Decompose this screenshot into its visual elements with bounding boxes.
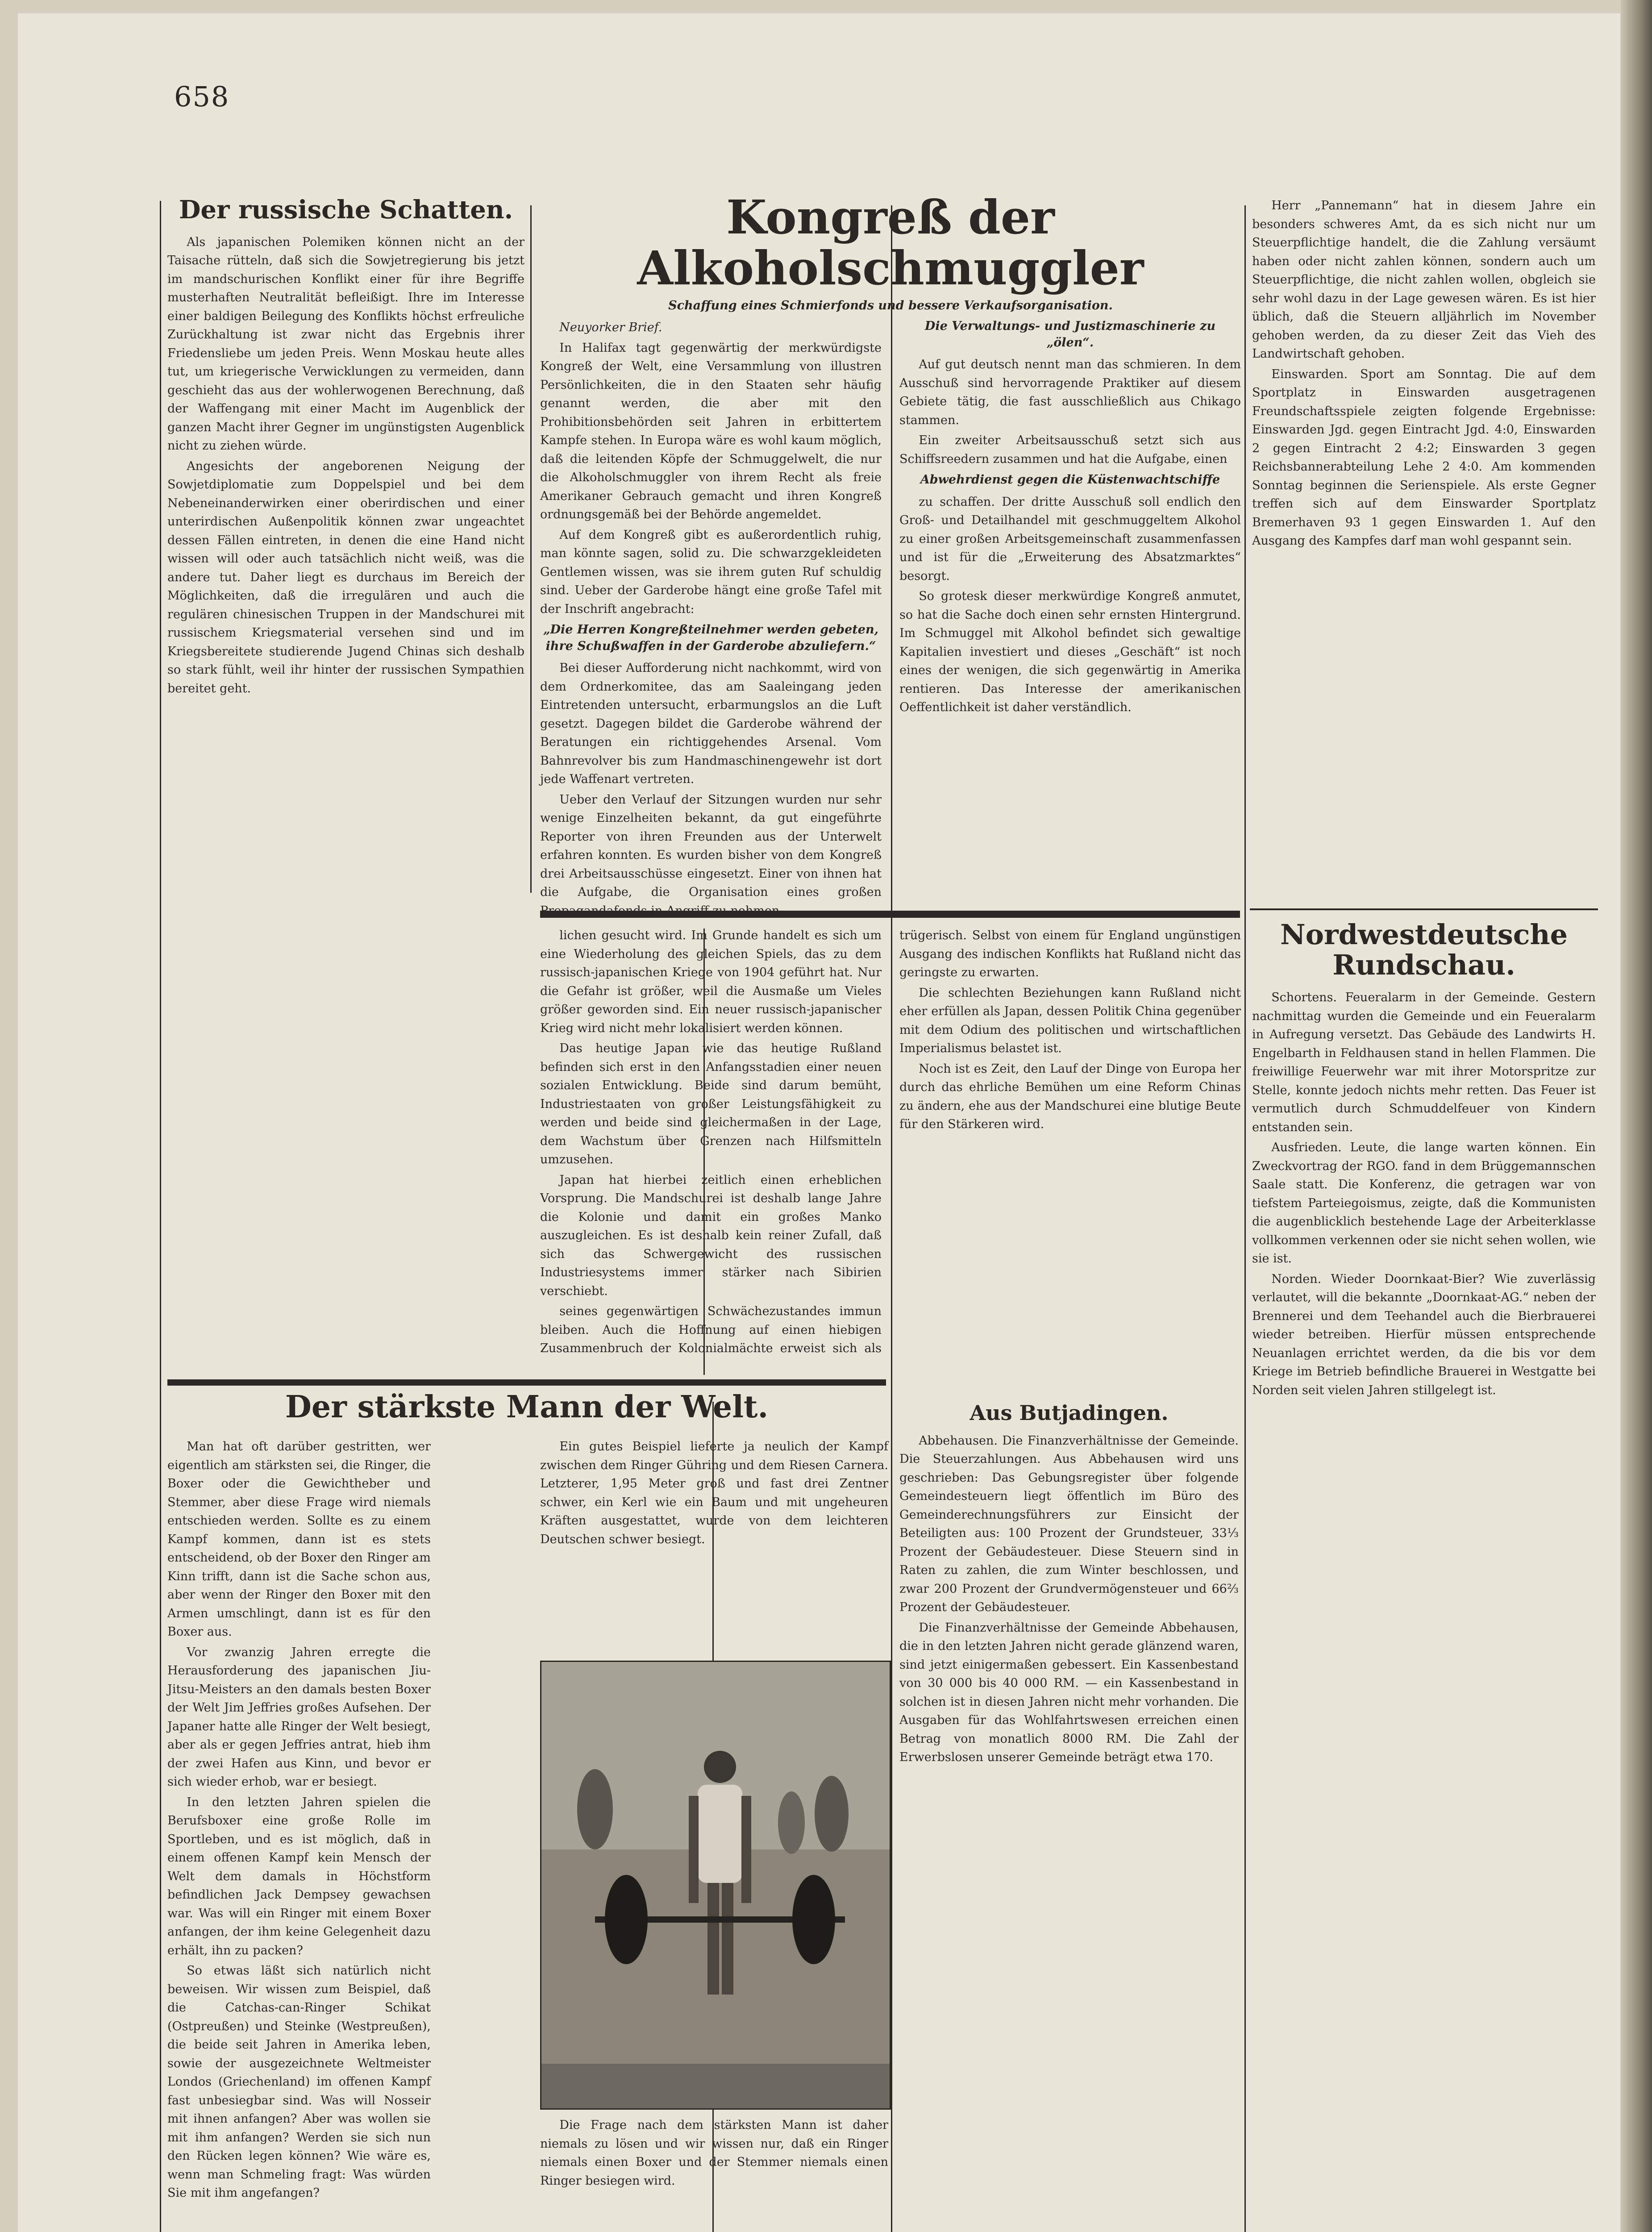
article-paragraph: Man hat oft darüber gestritten, wer eigentlich am stärksten sei, die Ringer, die Boxer oder die Gewichtheber und Stemmer, aber diese Frage wird niemals entschieden werden. Sollte es zu einem Kampf kommen, dann ist es stets entscheidend, ob der Boxer den Ringer am Kinn trifft, dann ist die Sache schon aus, aber wenn der Ringer den Boxer mit den Armen umschlingt, dann ist es für den Boxer aus.: [167, 1440, 431, 1639]
book-binding: [1621, 0, 1652, 2232]
article-paragraph: Die schlechten Beziehungen kann Rußland nicht eher erfüllen als Japan, dessen Politik China gegenüber mit dem Odium des politischen und wirtschaftlichen Imperialismus belastet ist.: [899, 986, 1241, 1055]
column-rule: [530, 205, 532, 893]
article-paragraph: In den letzten Jahren spielen die Berufsboxer eine große Rolle im Sportleben, und es ist möglich, daß in einem offenen Kampf kein Mensch der Welt dem damals in Höchstform befindlichen Jack Dempsey gewachsen war. Was will ein Ringer mit einem Boxer anfangen, der ihm keine Gelegenheit dazu erhält, ihn zu packen?: [167, 1795, 431, 1957]
article-paragraph: Herr „Pannemann“ hat in diesem Jahre ein besonders schweres Amt, da es sich nicht nur um Steuerpflichtige handelt, die die Zahlung versäumt haben oder nicht zahlen können, sondern auch um Steuerpflichtige, die nicht zahlen wollen, obgleich sie sehr wohl dazu in der Lage gewesen wären. Es ist hier üblich, daß die Steuern alljährlich im November gehoben werden, da zu dieser Zeit das Vieh des Landwirtschaft gehoben.: [1252, 199, 1596, 361]
article-paragraph: Vor zwanzig Jahren erregte die Herausforderung des japanischen Jiu-Jitsu-Meisters an den damals besten Boxer der Welt Jim Jeffries großes Aufsehen. Der Japaner hatte alle Ringer der Welt besiegt, aber als er gegen Jeffries antrat, hieb ihm der zwei Hafen aus Kinn, und bevor er sich wieder erhob, war er besiegt.: [167, 1645, 431, 1789]
article-paragraph: seines gegenwärtigen Schwächezustandes immun bleiben. Auch die Hoffnung auf einen hiebigen Zusammenbruch der Kolonialmächte erweist sich als trügerisch. Selbst von einem für England ungünstigen Ausgang des indischen Konflikts hat Rußland nicht das geringste zu erwarten.: [540, 929, 1241, 1355]
column-rule: [160, 201, 161, 2232]
article-title-staerkste: Der stärkste Mann der Welt.: [285, 1389, 769, 1425]
article-paragraph: Abbehausen. Die Finanzverhältnisse der Gemeinde. Die Steuerzahlungen. Aus Abbehausen wird uns geschrieben: Das Gebungsregister über folgende Gemeindesteuern liegt öffentlich im Büro des Gemeinderechnungsführers zur Einsicht der Beteiligten aus: 100 Prozent der Grundsteuer, 33⅓ Prozent der Gebäudesteuer. Diese Steuern sind in Raten zu zahlen, die zum Winter beschlossen, und zwar 200 Prozent der Grundvermögensteuer und 66⅔ Prozent der Gebäudesteuer.: [899, 1433, 1239, 1615]
article-butjadingen: [899, 1402, 1239, 2232]
article-subhead: Die Verwaltungs- und Justizmaschinerie zu „ölen“.: [924, 319, 1216, 350]
article-paragraph: Auf gut deutsch nennt man das schmieren. In dem Ausschuß sind hervorragende Praktiker auf diesem Gebiete tätig, die fast ausschließlich aus Chikago stammen.: [899, 358, 1241, 427]
article-paragraph: zu schaffen. Der dritte Ausschuß soll endlich den Groß- und Detailhandel mit geschmuggeltem Alkohol zu einer großen Arbeitsgemeinschaft zusammenfassen und ist für die „Erweiterung des Absatzmarktes“ besorgt.: [899, 495, 1241, 583]
article-paragraph: Norden. Wieder Doornkaat-Bier? Wie zuverlässig verlautet, will die bekannte „Doornkaat-AG.“ neben der Brennerei und dem Teehandel auch die Bierbrauerei wieder betreiben. Hierfür müssen entsprechende Neuanlagen errichtet werden, da die bis vor dem Kriege im Betrieb befindliche Brauerei in Westgatte bei Norden seit vielen Jahren stillgelegt ist.: [1252, 1272, 1596, 1397]
article-paragraph: Ausfrieden. Leute, die lange warten können. Ein Zweckvortrag der RGO. fand in dem Brüggemannschen Saale statt. Die Konferenz, die getragen war von tiefstem Parteiegoismus, zeigte, daß die Kommunisten die augenblicklich bestehende Lage der Arbeiterklasse vollkommen verkennen oder sie nicht sehen wollen, wie sie ist.: [1252, 1141, 1596, 1266]
article-right-top: [1252, 196, 1596, 902]
article-paragraph: So etwas läßt sich natürlich nicht beweisen. Wir wissen zum Beispiel, daß die Catchas-can-Ringer Schikat (Ostpreußen) und Steinke (Westpreußen), die beide seit Jahren in Amerika leben, sowie der ausgezeichnete Weltmeister Londos (Griechenland) im offenen Kampf fast unbesiegbar sind. Was will Nosseir mit ihnen anfangen? Aber was wollen sie mit ihm anfangen? Werden sie sich nun den Rücken legen können? Wie wäre es, wenn man Schmeling fragt: Was würden Sie mit ihm angefangen?: [167, 1964, 431, 2200]
page-number: 658: [174, 80, 230, 113]
article-title: Nordwestdeutsche Rundschau.: [1280, 918, 1568, 982]
article-paragraph: Schortens. Feueralarm in der Gemeinde. Gestern nachmittag wurden die Gemeinde und ein Feueralarm in Aufregung versetzt. Das Gebäude des Landwirts H. Engelbarth in Feldhausen stand in hellen Flammen. Die freiwillige Feuerwehr war mit ihrer Motorspritze zur Stelle, konnte jedoch nichts mehr retten. Das Feuer ist vermutlich durch Schmuddelfeuer von Kindern entstanden sein.: [1252, 991, 1596, 1134]
article-paragraph: Noch ist es Zeit, den Lauf der Dinge von Europa her durch das ehrliche Bemühen um eine Reform Chinas zu ändern, ehe aus der Mandschurei eine blutige Beute für den Stärkeren wird.: [899, 1062, 1241, 1131]
article-title: Der russische Schatten.: [179, 195, 513, 225]
article-paragraph: Ein gutes Beispiel lieferte ja neulich der Kampf zwischen dem Ringer Gühring und dem Riesen Carnera. Letzterer, 1,95 Meter groß und fast drei Zentner schwer, ein Kerl wie ein Baum und mit ungeheuren Kräften ausgestattet, wurde von dem leichteren Deutschen schwer besiegt.: [540, 1440, 888, 1546]
article-paragraph: In Halifax tagt gegenwärtig der merkwürdigste Kongreß der Welt, eine Versammlung von illustren Persönlichkeiten, die in den Staaten sehr häufig genannt werden, die aber mit den Prohibitionsbehörden seit Jahren in erbittertem Kampfe stehen. In Europa wäre es wohl kaum möglich, daß die leitenden Köpfe der Schmuggelwelt, die nur die Alkoholschmuggler von ihrem Recht als freie Amerikaner Gebrauch gemacht und ihren Kongreß ordnungsgemäß bei der Behörde angemeldet.: [540, 341, 882, 522]
article-staerkste-right: [540, 1437, 888, 1652]
article-paragraph: Auf dem Kongreß gibt es außerordentlich ruhig, man könnte sagen, solid zu. Die schwarzgekleideten Gentlemen wissen, was sie ihrem guten Ruf schuldig sind. Ueber der Garderobe hängt eine große Tafel mit der Inschrift angebracht:: [540, 528, 882, 616]
article-title: Kongreß der Alkoholschmuggler: [637, 190, 1144, 296]
weightlifter-photo: [540, 1661, 891, 2110]
article-paragraph: Ueber den Verlauf der Sitzungen wurden nur sehr wenige Einzelheiten bekannt, da gut eingeführte Reporter von ihren Freunden aus der Unterwelt erfahren konnten. Es wurden bisher von dem Kongreß drei Arbeitsausschüsse eingesetzt. Einer von ihnen hat die Aufgabe, die Organisation eines großen Propagandafonds in Angriff zu nehmen.: [540, 792, 882, 918]
article-staerkste-right-bottom: [540, 2116, 888, 2232]
article-paragraph: Ein zweiter Arbeitsausschuß setzt sich aus Schiffsreedern zusammen und hat die Aufgabe, einen: [899, 433, 1241, 466]
article-paragraph: Als japanischen Polemiken können nicht an der Taisache rütteln, daß sich die Sowjetregierung bis jetzt im mandschurischen Konflikt einer für ihre Begriffe musterhaften Neutralität befleißigt. Ihre im Interesse einer baldigen Beilegung des Konflikts höchst erfreuliche Zurückhaltung ist zwar nicht das Ergebnis ihrer Friedensliebe um jeden Preis. Wenn Moskau heute alles tut, um kriegerische Verwicklungen zu vermeiden, dann geschieht das aus der wohlerwogenen Berechnung, daß der Waffengang mit einer Macht im Augenblick der ganzen Macht ihrer Gegner im ungünstigsten Augenblick nicht zu ziehen würde.: [167, 235, 524, 453]
article-subhead: Abwehrdienst gegen die Küstenwachtschiffe: [920, 473, 1220, 487]
article-quote: „Die Herren Kongreßteilnehmer werden gebeten, ihre Schußwaffen in der Garderobe abzuliefern.“: [543, 623, 878, 653]
article-paragraph: lichen gesucht wird. Im Grunde handelt es sich um eine Wiederholung des gleichen Spiels, das zu dem russisch-japanischen Kriege von 1904 geführt hat. Nur die Gefahr ist größer, weil die Ausmaße um Vieles größer geworden sind. Ein neuer russisch-japanischer Krieg wird nicht mehr lokalisiert werden können.: [540, 929, 882, 1035]
column-rule: [1244, 205, 1246, 2232]
article-nordwest: [1252, 920, 1596, 2232]
article-paragraph: So grotesk dieser merkwürdige Kongreß anmutet, so hat die Sache doch einen sehr ernsten Hintergrund. Im Schmuggel mit Alkohol befindet sich gewaltige Kapitalien investiert und dieses „Geschäft“ ist noch eines der wenigen, die sich gegenwärtig in Amerika rentieren. Das Interesse der amerikanischen Oeffentlichkeit ist daher verständlich.: [899, 589, 1241, 715]
horizontal-rule: [167, 1379, 886, 1386]
article-paragraph: Die Finanzverhältnisse der Gemeinde Abbehausen, die in den letzten Jahren nicht gerade glänzend waren, sind jetzt einigermaßen gebessert. Ein Kassenbestand von 30 000 bis 40 000 RM. — ein Kassenbestand in solchen ist in diesen Jahren nicht mehr vorhanden. Die Ausgaben für das Wohlfahrtswesen erreichen einen Betrag von monatlich 8000 RM. Die Zahl der Erwerbslosen unserer Gemeinde beträgt etwa 170.: [899, 1620, 1239, 1765]
article-kongress: [540, 190, 1241, 918]
article-paragraph: Bei dieser Aufforderung nicht nachkommt, wird von dem Ordnerkomitee, das am Saaleingang jeden Eintretenden untersucht, erbarmungslos an die Luft gesetzt. Dagegen bildet die Garderobe während der Beratungen ein richtiggehendes Arsenal. Vom Bahnrevolver bis zum Handmaschinengewehr ist dort jede Waffenart vertreten.: [540, 661, 882, 787]
article-subtitle: Schaffung eines Schmierfonds und bessere Verkaufsorganisation.: [668, 298, 1113, 312]
article-paragraph: Japan hat hierbei zeitlich einen erheblichen Vorsprung. Die Mandschurei ist deshalb lange Jahre die Kolonie und damit ein großes Manko auszugleichen. Es ist deshalb kein reiner Zufall, daß sich das Schwergewicht des russischen Industriesystems immer stärker nach Sibirien verschiebt.: [540, 1173, 882, 1298]
article-schatten-continued: [540, 926, 1241, 1373]
article-dateline: Neuyorker Brief.: [559, 321, 662, 335]
article-title: Aus Butjadingen.: [970, 1401, 1169, 1425]
newspaper-page: [18, 13, 1620, 2232]
article-paragraph: Einswarden. Sport am Sonntag. Die auf dem Sportplatz in Einswarden ausgetragenen Freundschaftsspiele zeigten folgende Ergebnisse: Einswarden Jgd. gegen Eintracht Jgd. 4:0, Einswarden 2 gegen Eintracht 2 4:2; Einswarden 3 gegen Reichsbannerabteilung Lehe 2 4:0. Am kommenden Sonntag beginnen die Serienspiele. Als erste Gegner treffen sich auf dem Einswarder Sportplatz Bremerhaven 93 1 gegen Einswarden 1. Auf den Ausgang des Kampfes darf man wohl gespannt sein.: [1252, 367, 1596, 548]
article-paragraph: Angesichts der angeborenen Neigung der Sowjetdiplomatie zum Doppelspiel und bei dem Nebeneinanderwirken einer oberirdischen und einer unterirdischen Außenpolitik können zwar ungeachtet dessen Fällen eintreten, in denen die eine Hand nicht wissen will oder auch tatsächlich nicht weiß, was die andere tut. Daher liegt es durchaus im Bereich der Möglichkeiten, daß die irregulären und auch die regulären chinesischen Truppen in der Mandschurei mit russischem Kriegsmaterial versehen sind und im Kriegsbereitete studierende Jugend Chinas sich deshalb so stark fühlt, weil ihr hinter der russischen Sympathien bereitet geht.: [167, 459, 524, 695]
article-paragraph: Das heutige Japan wie das heutige Rußland befinden sich erst in den Anfangsstadien einer neuen sozialen Entwicklung. Beide sind darum bemüht, Industriestaaten von großer Leistungsfähigkeit zu werden und beide sind gleichermaßen in der Lage, dem Wachstum über Grenzen nach Hilfsmitteln umzusehen.: [540, 1041, 882, 1166]
horizontal-rule: [1250, 908, 1598, 910]
article-russischer-schatten: [167, 196, 524, 1366]
article-paragraph: Die Frage nach dem stärksten Mann ist daher niemals zu lösen und wir wissen nur, daß ein Ringer niemals einen Boxer und der Stemmer niemals einen Ringer besiegen wird.: [540, 2118, 888, 2188]
weightlifter-image-icon: [541, 1662, 890, 2108]
